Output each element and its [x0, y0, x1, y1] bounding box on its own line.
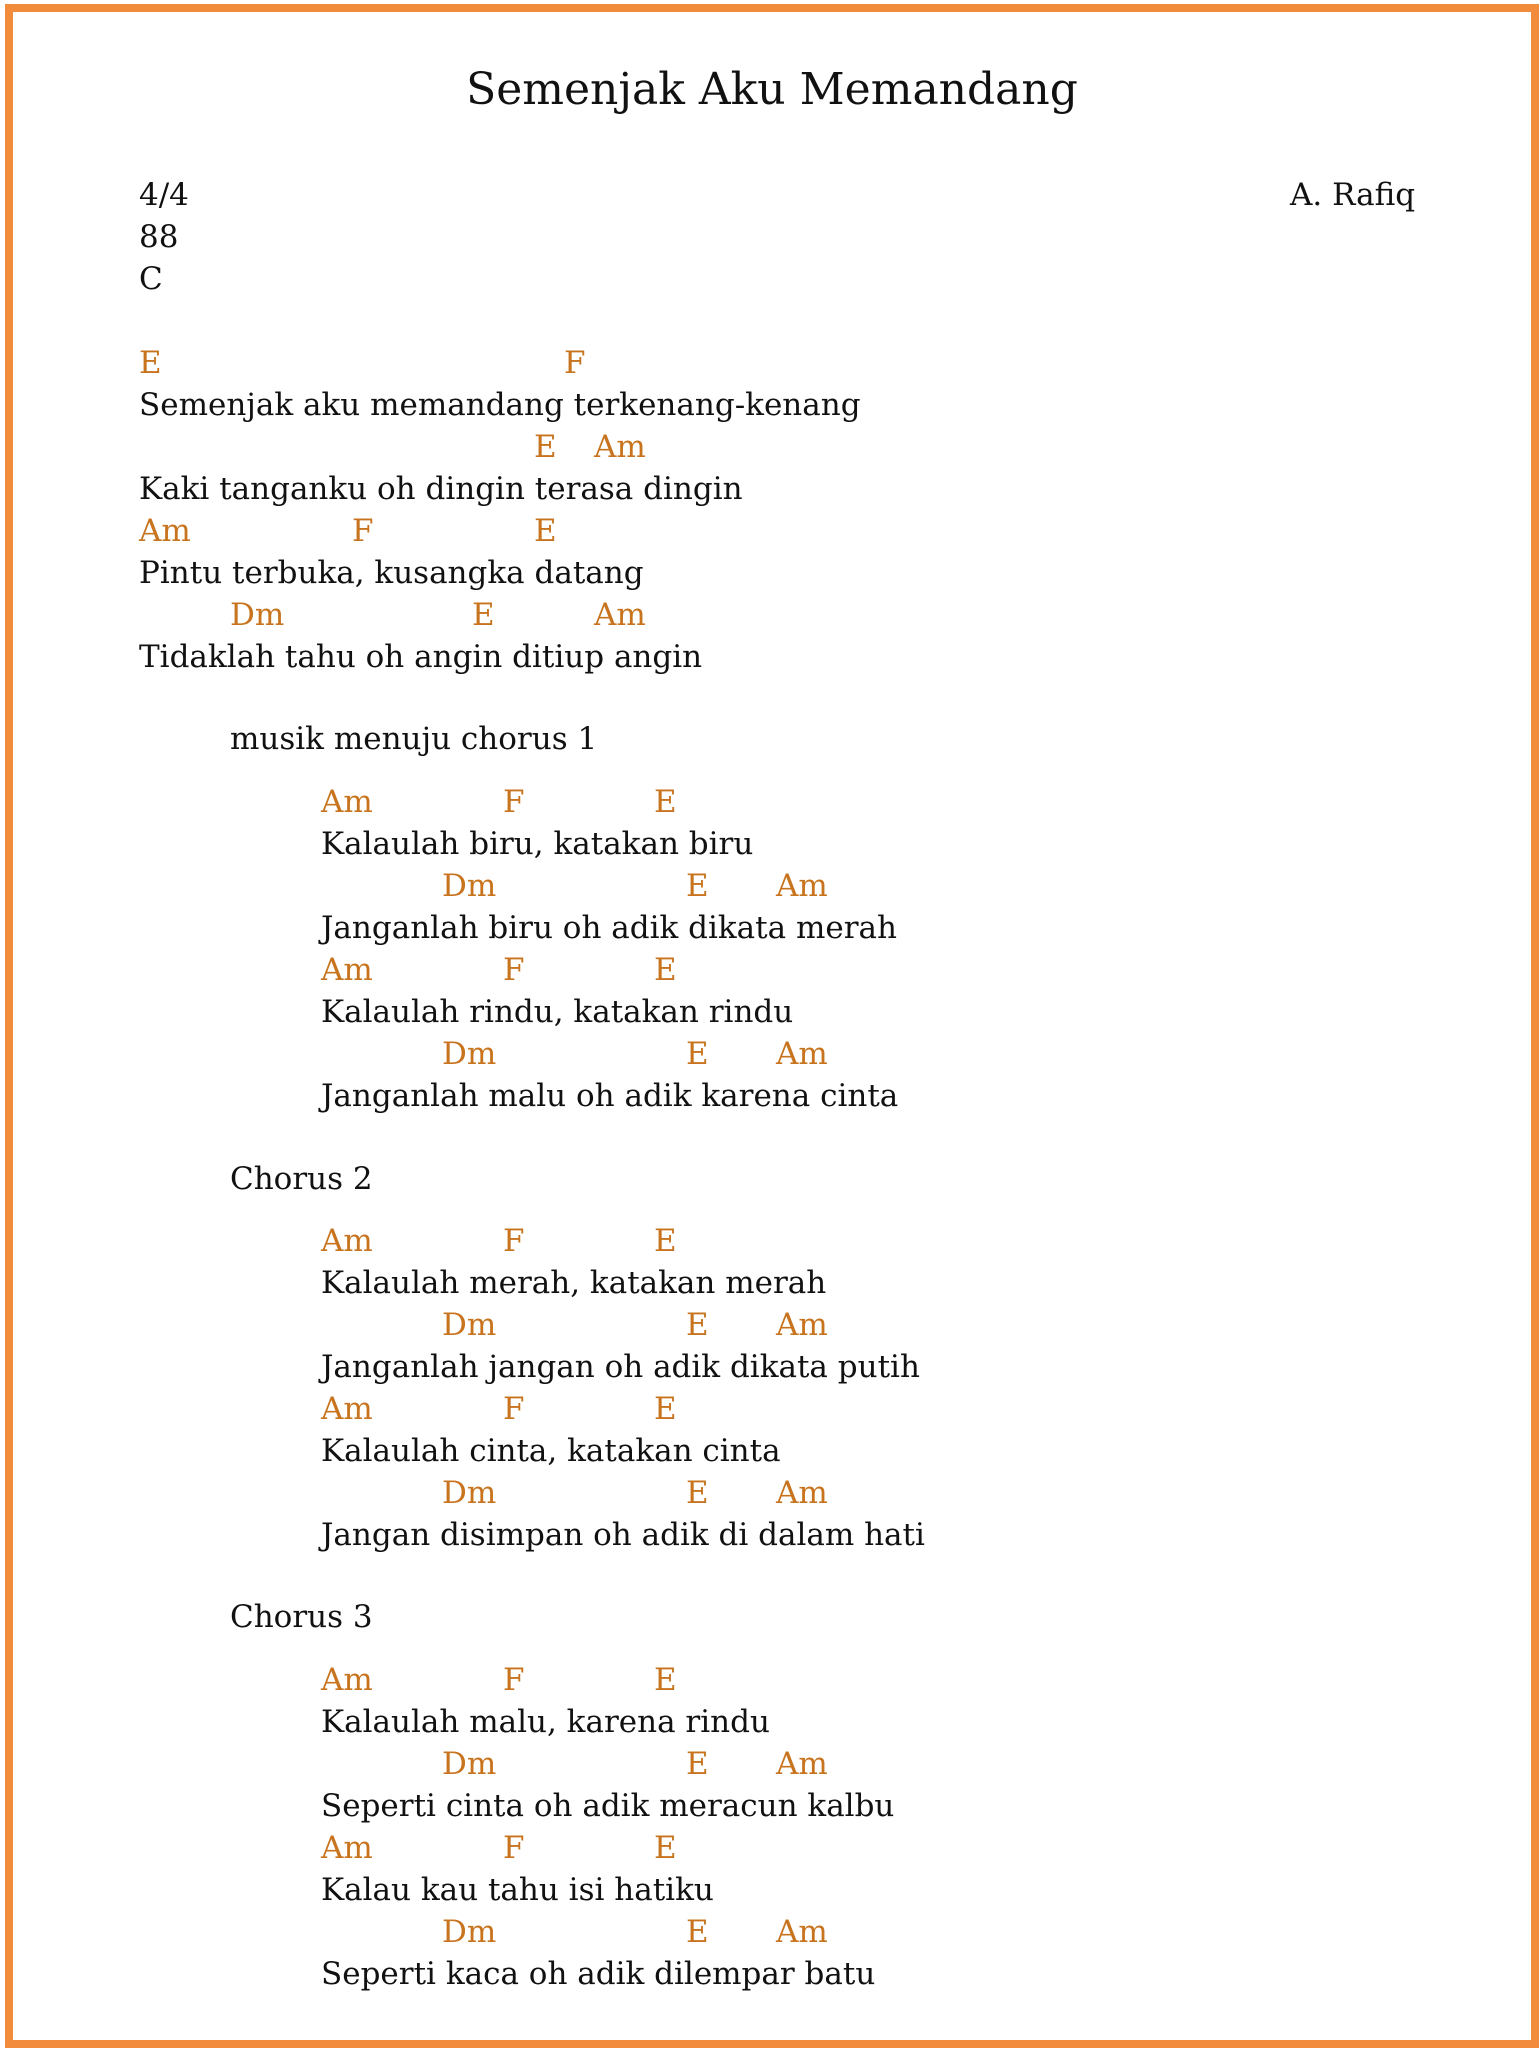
chord: F	[503, 784, 525, 820]
chord: Dm	[442, 1914, 497, 1950]
lyric-line: Seperti cinta oh adik meracun kalbu	[321, 1788, 895, 1824]
author: A. Rafiq	[1290, 177, 1416, 213]
chord: E	[472, 597, 495, 633]
lyric-line: Janganlah biru oh adik dikata merah	[321, 910, 897, 946]
lyric-line: Pintu terbuka, kusangka datang	[139, 555, 644, 591]
chord: E	[686, 1746, 709, 1782]
chord: F	[503, 1223, 525, 1259]
chord: E	[534, 429, 557, 465]
chord: F	[352, 513, 374, 549]
lyric-line: Janganlah malu oh adik karena cinta	[321, 1078, 899, 1114]
chord: F	[564, 345, 586, 381]
chord: E	[686, 868, 709, 904]
chord: Am	[594, 429, 646, 465]
lyric-line: Kalaulah cinta, katakan cinta	[321, 1433, 781, 1469]
lyric-line: Kalaulah rindu, katakan rindu	[321, 994, 794, 1030]
chord: Am	[321, 1391, 373, 1427]
chord: E	[654, 784, 677, 820]
chord: F	[503, 1662, 525, 1698]
chord: Dm	[230, 597, 285, 633]
chord: E	[686, 1036, 709, 1072]
chord: Am	[594, 597, 646, 633]
chord: Am	[776, 1036, 828, 1072]
chord: Dm	[442, 1746, 497, 1782]
tempo: 88	[139, 219, 179, 255]
chord: Dm	[442, 1036, 497, 1072]
lyric-line: Seperti kaca oh adik dilempar batu	[321, 1956, 876, 1992]
chord: E	[654, 1391, 677, 1427]
section-label: musik menuju chorus 1	[230, 721, 598, 757]
chord: E	[534, 513, 557, 549]
chord: F	[503, 1391, 525, 1427]
chord: Am	[776, 868, 828, 904]
lyric-line: Kalaulah malu, karena rindu	[321, 1704, 770, 1740]
lyric-line: Tidaklah tahu oh angin ditiup angin	[139, 639, 703, 675]
chord: Am	[776, 1746, 828, 1782]
chord: E	[654, 952, 677, 988]
chord: E	[654, 1223, 677, 1259]
chord: Am	[776, 1475, 828, 1511]
chord: E	[686, 1914, 709, 1950]
chord: Am	[321, 784, 373, 820]
key: C	[139, 261, 163, 297]
chord: E	[654, 1830, 677, 1866]
chord: E	[654, 1662, 677, 1698]
lyric-line: Janganlah jangan oh adik dikata putih	[321, 1349, 920, 1385]
lyric-line: Semenjak aku memandang terkenang-kenang	[139, 387, 861, 423]
chord: E	[139, 345, 162, 381]
lyric-line: Jangan disimpan oh adik di dalam hati	[321, 1517, 925, 1553]
chord: Am	[321, 1223, 373, 1259]
chord: E	[686, 1475, 709, 1511]
section-label: Chorus 2	[230, 1161, 373, 1197]
lyric-line: Kalau kau tahu isi hatiku	[321, 1872, 714, 1908]
section-label: Chorus 3	[230, 1599, 373, 1635]
song-title: Semenjak Aku Memandang	[466, 64, 1078, 115]
chord: Dm	[442, 1307, 497, 1343]
chord: E	[686, 1307, 709, 1343]
chord: Am	[776, 1307, 828, 1343]
chord: Dm	[442, 1475, 497, 1511]
chord: Dm	[442, 868, 497, 904]
chord: F	[503, 1830, 525, 1866]
time-signature: 4/4	[139, 177, 189, 213]
lyric-line: Kalaulah merah, katakan merah	[321, 1265, 827, 1301]
chord: Am	[776, 1914, 828, 1950]
chord: Am	[139, 513, 191, 549]
chord: Am	[321, 1830, 373, 1866]
chord: Am	[321, 1662, 373, 1698]
lyric-line: Kalaulah biru, katakan biru	[321, 826, 754, 862]
chord: Am	[321, 952, 373, 988]
lyric-line: Kaki tanganku oh dingin terasa dingin	[139, 471, 743, 507]
chord: F	[503, 952, 525, 988]
